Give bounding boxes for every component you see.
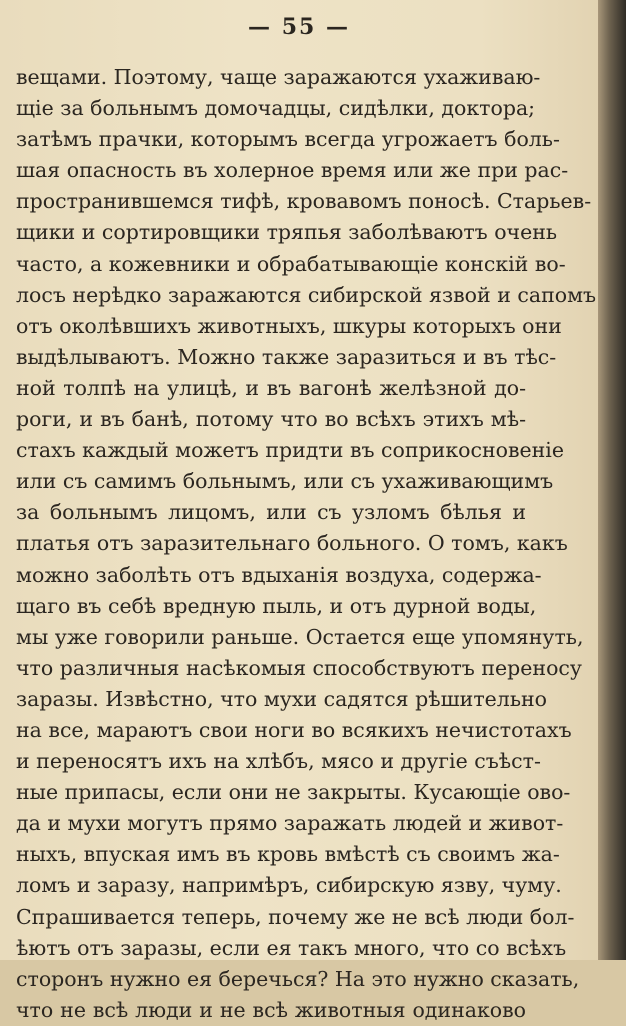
page-binding-edge [598,0,626,960]
text-line: роги, и въ банѣ, потому что во всѣхъ этихъ мѣ- [16,407,526,432]
text-line: щаго въ себѣ вредную пыль, и отъ дурной воды, [16,593,537,618]
text-line: на все, мараютъ свои ноги во всякихъ нечистотахъ [16,717,572,742]
text-line: Спрашивается теперь, почему же не всѣ люди бол- [16,904,575,929]
text-line: заразы. Извѣстно, что мухи садятся рѣшительно [16,686,547,711]
text-line: ломъ и заразу, напримѣръ, сибирскую язву, чуму. [16,873,562,898]
text-line: за больнымъ лицомъ, или съ узломъ бѣлья и [16,500,526,525]
text-line: щики и сортировщики тряпья заболѣваютъ очень [16,220,558,245]
text-line: пространившемся тифѣ, кровавомъ поносѣ. Старьев- [16,189,592,214]
body-text [16,62,597,1026]
text-line: ной толпѣ на улицѣ, и въ вагонѣ желѣзной до- [16,375,526,400]
text-line: да и мухи могутъ прямо заражать людей и живот- [16,811,564,836]
text-line: и переносятъ ихъ на хлѣбъ, мясо и другіе съѣст- [16,749,541,774]
text-line: затѣмъ прачки, которымъ всегда угрожаетъ боль- [16,127,560,152]
text-line: мы уже говорили раньше. Остается еще упомянуть, [16,624,584,649]
text-line: можно заболѣть отъ вдыханія воздуха, содержа- [16,562,542,587]
page-number: — 55 — [248,14,350,40]
text-line: выдѣлываютъ. Можно также заразиться и въ тѣс- [16,344,557,369]
text-line: щіе за больнымъ домочадцы, сидѣлки, доктора; [16,96,536,121]
text-line: ныхъ, впуская имъ въ кровь вмѣстѣ съ своимъ жа- [16,842,560,867]
text-line: ные припасы, если они не закрыты. Кусающіе ово- [16,780,571,805]
text-line: ѣютъ отъ заразы, если ея такъ много, что со всѣхъ [16,935,567,960]
text-line: сторонъ нужно ея беречься? На это нужно сказать, [16,966,580,991]
text-line: вещами. Поэтому, чаще заражаются ухаживаю- [16,65,541,89]
text-line: что различныя насѣкомыя способствуютъ переносу [16,655,582,680]
text-line: лосъ нерѣдко заражаются сибирской язвой и сапомъ [16,282,597,307]
text-line: отъ околѣвшихъ животныхъ, шкуры которыхъ они [16,313,562,338]
text-line: шая опасность въ холерное время или же при рас- [16,158,569,183]
text-line: часто, а кожевники и обрабатывающіе конскій во- [16,251,566,276]
text-line: или съ самимъ больнымъ, или съ ухаживающимъ [16,469,554,494]
text-line: что не всѣ люди и не всѣ животныя одинаково [16,997,526,1022]
text-line: стахъ каждый можетъ придти въ соприкосновеніе [16,438,564,463]
text-line: платья отъ заразительнаго больного. О томъ, какъ [16,531,568,556]
